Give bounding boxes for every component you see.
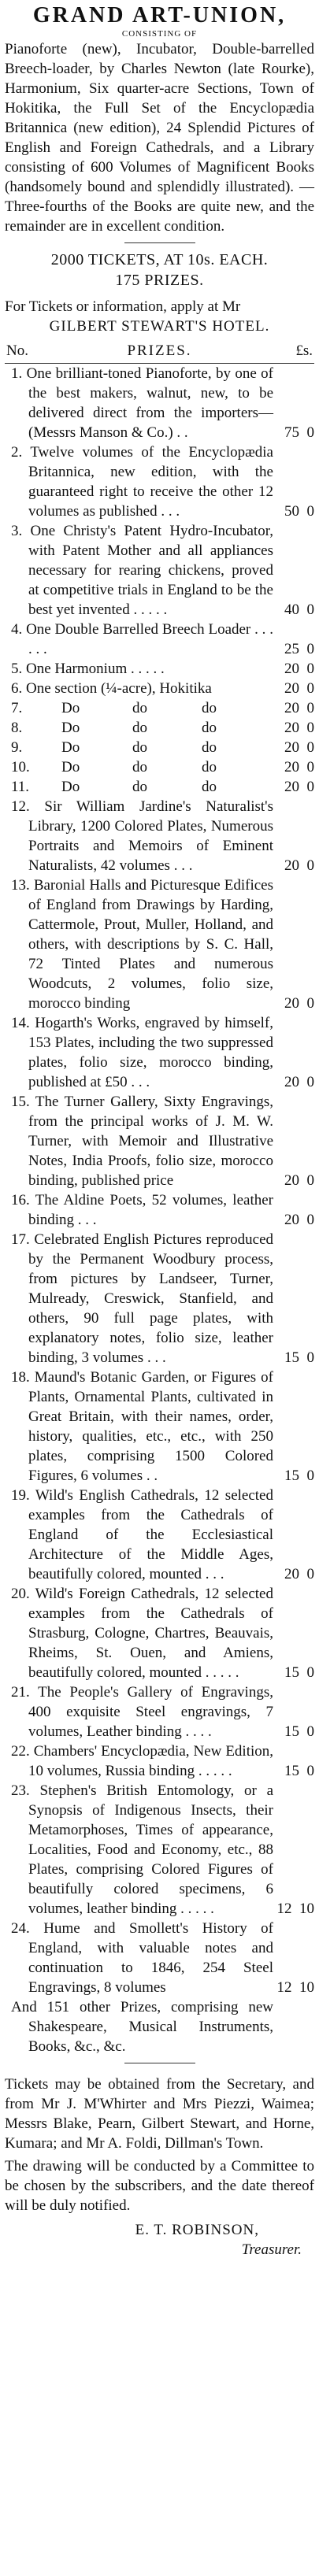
prize-value <box>273 1722 314 1741</box>
prize-list-a <box>5 364 314 698</box>
prize-text: Wild's English Cathedrals, 12 selected examples from the Cathedrals of England of the Ecclesiastical Architecture of the Middle Ages, beautifully colored, mounted . . . <box>28 1487 273 1582</box>
prize-number: 12. <box>11 798 30 815</box>
ditto-mark: do <box>132 700 147 716</box>
prize-number: 4. <box>11 621 23 638</box>
ditto-mark: do <box>132 720 147 736</box>
prize-value <box>273 856 314 875</box>
prize-number: 8. <box>11 720 23 736</box>
ditto-mark: do <box>202 739 217 756</box>
signature-role: Treasurer. <box>241 2241 302 2258</box>
consisting-of-label: CONSISTING OF <box>121 29 198 39</box>
prize-list-b <box>5 797 314 2056</box>
prize-value <box>273 1210 314 1230</box>
prize-shillings: 0 <box>306 1763 314 1779</box>
prize-value <box>273 757 314 777</box>
prize-value <box>273 679 314 698</box>
prize-shillings: 0 <box>306 661 314 677</box>
prize-shillings: 0 <box>306 1664 314 1681</box>
prize-item <box>5 1230 314 1368</box>
prize-pounds: 20 <box>284 779 299 795</box>
prize-text: Baronial Halls and Picturesque Edifices of England from Drawings by Harding, Cattermole, Prout, Muller, Holland, and others, with descriptions by S. C. Hall, 72 Tinted Plates and numerous Woodcuts, 2 volumes, folio size, morocco binding <box>28 877 273 1012</box>
prize-text: One brilliant-toned Pianoforte, by one of the best makers, walnut, new, to be delivered direct from the importers—(Messrs Manson & Co.) . . <box>26 365 273 441</box>
prize-pounds: 20 <box>284 1212 299 1228</box>
prize-text: One section (¼-acre), Hokitika <box>26 680 212 697</box>
prize-value <box>273 502 314 521</box>
ditto-mark: do <box>202 700 217 716</box>
prize-value <box>273 1663 314 1682</box>
ditto-mark: do <box>132 759 147 775</box>
intro-paragraph: Pianoforte (new), Incubator, Double-barrelled Breech-loader, by Charles Newton (late Rourke), Harmonium, Six quarter-acre Sections, Town of Hokitika, the Full Set of the Encyclopædia Britannica (new edition), 24 Splendid Pictures of English and Foreign Cathedrals, and a Library consisting of 600 Volumes of Magnificent Books (handsomely bound and splendidly illustrated). — Three-fourths of the Books are quite new, and the remainder are in excellent condition. <box>5 41 314 235</box>
prize-item <box>5 1741 314 1781</box>
prize-pounds: 15 <box>284 1723 299 1740</box>
prize-pounds: 75 <box>284 424 299 441</box>
prize-shillings: 0 <box>306 739 314 756</box>
prize-item <box>5 1190 314 1230</box>
prize-number: 23. <box>11 1782 30 1799</box>
prize-shillings: 0 <box>306 503 314 520</box>
prize-shillings: 0 <box>306 1349 314 1366</box>
prize-pounds: 20 <box>284 1074 299 1090</box>
prize-number: 22. <box>11 1743 30 1760</box>
ditto-row <box>5 757 314 777</box>
prizes-count-line: 175 PRIZES. <box>115 272 204 289</box>
ditto-mark: Do <box>61 720 80 736</box>
prize-text: Hume and Smollett's History of England, with valuable notes and continuation to 1846, 254 Steel Engravings, 8 volumes <box>28 1920 273 1996</box>
ditto-mark: Do <box>61 779 80 795</box>
prize-value <box>273 1466 314 1486</box>
ditto-row <box>5 718 314 738</box>
prize-number: 11. <box>11 779 30 795</box>
ditto-mark: Do <box>61 700 80 716</box>
ditto-mark: do <box>132 779 147 795</box>
prize-shillings: 10 <box>299 1979 314 1996</box>
ditto-mark: Do <box>61 739 80 756</box>
prize-pounds: 20 <box>284 739 299 756</box>
prize-number: 24. <box>11 1920 30 1937</box>
col-shilling-label: s. <box>302 342 313 359</box>
prize-pounds: 20 <box>284 680 299 697</box>
prize-item <box>5 1781 314 1919</box>
prize-shillings: 0 <box>306 1468 314 1484</box>
prize-pounds: 12 <box>276 1901 292 1917</box>
prize-pounds: 15 <box>284 1468 299 1484</box>
prize-pounds: 20 <box>284 1566 299 1582</box>
prize-shillings: 0 <box>306 995 314 1012</box>
apply-line: For Tickets or information, apply at Mr <box>5 298 241 315</box>
prize-number: 5. <box>11 661 23 677</box>
prize-shillings: 0 <box>306 1074 314 1090</box>
ditto-mark: do <box>132 739 147 756</box>
prize-value <box>273 1072 314 1092</box>
prize-number: 17. <box>11 1231 30 1248</box>
prize-number: 18. <box>11 1369 30 1386</box>
prize-value <box>273 738 314 757</box>
prize-value <box>273 1899 314 1919</box>
prize-pounds: 20 <box>284 661 299 677</box>
prize-item <box>5 659 314 679</box>
signature: E. T. ROBINSON, <box>135 2222 259 2238</box>
prize-value <box>273 1564 314 1584</box>
prize-value <box>273 2037 314 2056</box>
prize-number: 10. <box>11 759 30 775</box>
prize-item <box>5 1368 314 1486</box>
ditto-mark: do <box>202 759 217 775</box>
prize-item <box>5 679 314 698</box>
prize-item <box>5 1092 314 1190</box>
prize-text: Hogarth's Works, engraved by himself, 153 Plates, including the two suppressed plates, folio size, morocco binding, published at £50 . . . <box>28 1015 273 1090</box>
prize-value <box>273 659 314 679</box>
prize-text: Maund's Botanic Garden, or Figures of Plants, Ornamental Plants, cultivated in Great Britain, with their names, order, history, qualities, etc., etc., with 250 plates, comprising 1500 Colored Figures, 6 volumes . . <box>28 1369 273 1484</box>
ad-title: GRAND ART-UNION, <box>32 3 287 28</box>
ditto-row <box>5 698 314 718</box>
prize-value <box>273 718 314 738</box>
prize-item <box>5 521 314 620</box>
prize-number: 16. <box>11 1192 30 1208</box>
prize-pounds: 50 <box>284 503 299 520</box>
hotel-name: GILBERT STEWART'S HOTEL. <box>49 318 270 335</box>
ditto-rows <box>5 698 314 797</box>
prize-number: 21. <box>11 1684 30 1701</box>
prize-shillings: 0 <box>306 759 314 775</box>
footer-para-agents: Tickets may be obtained from the Secretary, and from Mr J. M'Whirter and Mrs Piezzi, Waimea; Messrs Blake, Pearn, Gilbert Stewart, and Horne, Kumara; and Mr A. Foldi, Dillman's Town. <box>5 2076 314 2152</box>
prize-table-header <box>5 341 314 364</box>
prize-pounds: 40 <box>284 601 299 618</box>
prize-number: And <box>11 1999 37 2015</box>
prize-shillings: 0 <box>306 779 314 795</box>
prize-pounds: 20 <box>284 1172 299 1189</box>
prize-text: Twelve volumes of the Encyclopædia Britannica, new edition, with the guaranteed right to receive the other 12 volumes as published . . . <box>28 444 273 520</box>
prize-shillings: 0 <box>306 700 314 716</box>
prize-shillings: 10 <box>299 1901 314 1917</box>
prize-item <box>5 1682 314 1741</box>
prize-value <box>273 639 314 659</box>
prize-item <box>5 797 314 875</box>
prize-number: 2. <box>11 444 23 461</box>
prize-value <box>273 994 314 1013</box>
prize-pounds: 20 <box>284 759 299 775</box>
prize-pounds: 15 <box>284 1763 299 1779</box>
prize-shillings: 0 <box>306 641 314 657</box>
prize-pounds: 15 <box>284 1349 299 1366</box>
ditto-mark: do <box>202 779 217 795</box>
prize-text: One Christy's Patent Hydro-Incubator, with Patent Mother and all appliances necessary for rearing chickens, proved at competitive trials in England to be the best yet invented . . . . . <box>28 523 274 618</box>
prize-text: The Aldine Poets, 52 volumes, leather binding . . . <box>28 1192 273 1228</box>
prize-item <box>5 1919 314 1997</box>
prize-number: 19. <box>11 1487 30 1504</box>
tickets-line: 2000 TICKETS, AT 10s. EACH. <box>50 251 269 268</box>
prize-pounds: 20 <box>284 720 299 736</box>
prize-number: 14. <box>11 1015 30 1031</box>
prize-value <box>273 423 314 442</box>
prize-shillings: 0 <box>306 1723 314 1740</box>
prize-shillings: 0 <box>306 424 314 441</box>
prize-pounds: 15 <box>284 1664 299 1681</box>
prize-pounds: 20 <box>284 700 299 716</box>
ditto-row <box>5 777 314 797</box>
prize-number: 7. <box>11 700 23 716</box>
prize-text: The People's Gallery of Engravings, 400 exquisite Steel engravings, 7 volumes, Leather binding . . . . <box>28 1684 273 1740</box>
prize-number: 13. <box>11 877 30 894</box>
ditto-mark: Do <box>61 759 80 775</box>
prize-text: 151 other Prizes, comprising new Shakespeare, Musical Instruments, Books, &c., &c. <box>28 1999 274 2055</box>
prize-text: Stephen's British Entomology, or a Synopsis of Indigenous Insects, their Metamorphoses, Times of appearance, Localities, Food and Economy, etc., 88 Plates, comprising Colored Figures of beautifully colored specimens, 6 volumes, leather binding . . . . . <box>28 1782 274 1917</box>
prize-number: 3. <box>11 523 23 539</box>
col-no-label: No. <box>6 342 28 359</box>
prize-shillings: 0 <box>306 857 314 874</box>
prize-text: One Harmonium . . . . . <box>26 661 165 677</box>
prize-item <box>5 1997 314 2056</box>
prize-shillings: 0 <box>306 680 314 697</box>
prize-value <box>273 777 314 797</box>
prize-text: Sir William Jardine's Naturalist's Library, 1200 Colored Plates, Numerous Portraits and Memoirs of Eminent Naturalists, 42 volumes . . . <box>28 798 273 874</box>
prize-text: Chambers' Encyclopædia, New Edition, 10 volumes, Russia binding . . . . . <box>28 1743 274 1779</box>
prize-pounds: 20 <box>284 995 299 1012</box>
prize-text: Wild's Foreign Cathedrals, 12 selected examples from the Cathedrals of Strasburg, Cologne, Chartres, Beauvais, Rheims, St. Ouen, and Amiens, beautifully colored, mounted . . . . . <box>28 1586 273 1681</box>
prize-value <box>273 600 314 620</box>
prize-number: 6. <box>11 680 23 697</box>
prize-pounds: 12 <box>276 1979 292 1996</box>
prize-shillings: 0 <box>306 720 314 736</box>
prize-number: 1. <box>11 365 23 382</box>
prize-text: Celebrated English Pictures reproduced by the Permanent Woodbury process, from pictures by Landseer, Turner, Mulready, Creswick, Stanfield, and others, 90 full page plates, with explanatory notes, folio size, leather binding, 3 volumes . . . <box>28 1231 274 1366</box>
prize-value <box>273 1348 314 1368</box>
prize-value <box>273 1761 314 1781</box>
prize-item <box>5 1584 314 1682</box>
prize-value <box>273 1978 314 1997</box>
prize-item <box>5 1486 314 1584</box>
prize-shillings: 0 <box>306 1212 314 1228</box>
prize-shillings: 0 <box>306 601 314 618</box>
prize-item <box>5 875 314 1013</box>
prize-shillings: 0 <box>306 1566 314 1582</box>
divider <box>124 242 195 243</box>
prize-item <box>5 364 314 442</box>
col-prizes-label: PRIZES. <box>127 342 192 359</box>
prize-number: 15. <box>11 1094 30 1110</box>
ditto-row <box>5 738 314 757</box>
prize-shillings: 0 <box>306 1172 314 1189</box>
col-pound-label: £ <box>295 342 303 359</box>
prize-text: One Double Barrelled Breech Loader . . . . . . <box>26 621 273 657</box>
prize-value <box>273 1171 314 1190</box>
prize-pounds: 25 <box>284 641 299 657</box>
prize-number: 9. <box>11 739 23 756</box>
prize-item <box>5 442 314 521</box>
prize-text: The Turner Gallery, Sixty Engravings, from the principal works of J. M. W. Turner, with Memoir and Illustrative Notes, India Proofs, folio size, morocco binding, published price <box>28 1094 273 1189</box>
prize-number: 20. <box>11 1586 30 1602</box>
prize-pounds: 20 <box>284 857 299 874</box>
prize-value <box>273 698 314 718</box>
prize-item <box>5 620 314 659</box>
ditto-mark: do <box>202 720 217 736</box>
footer-para-drawing: The drawing will be conducted by a Committee to be chosen by the subscribers, and the date thereof will be duly notified. <box>5 2158 314 2214</box>
prize-item <box>5 1013 314 1092</box>
